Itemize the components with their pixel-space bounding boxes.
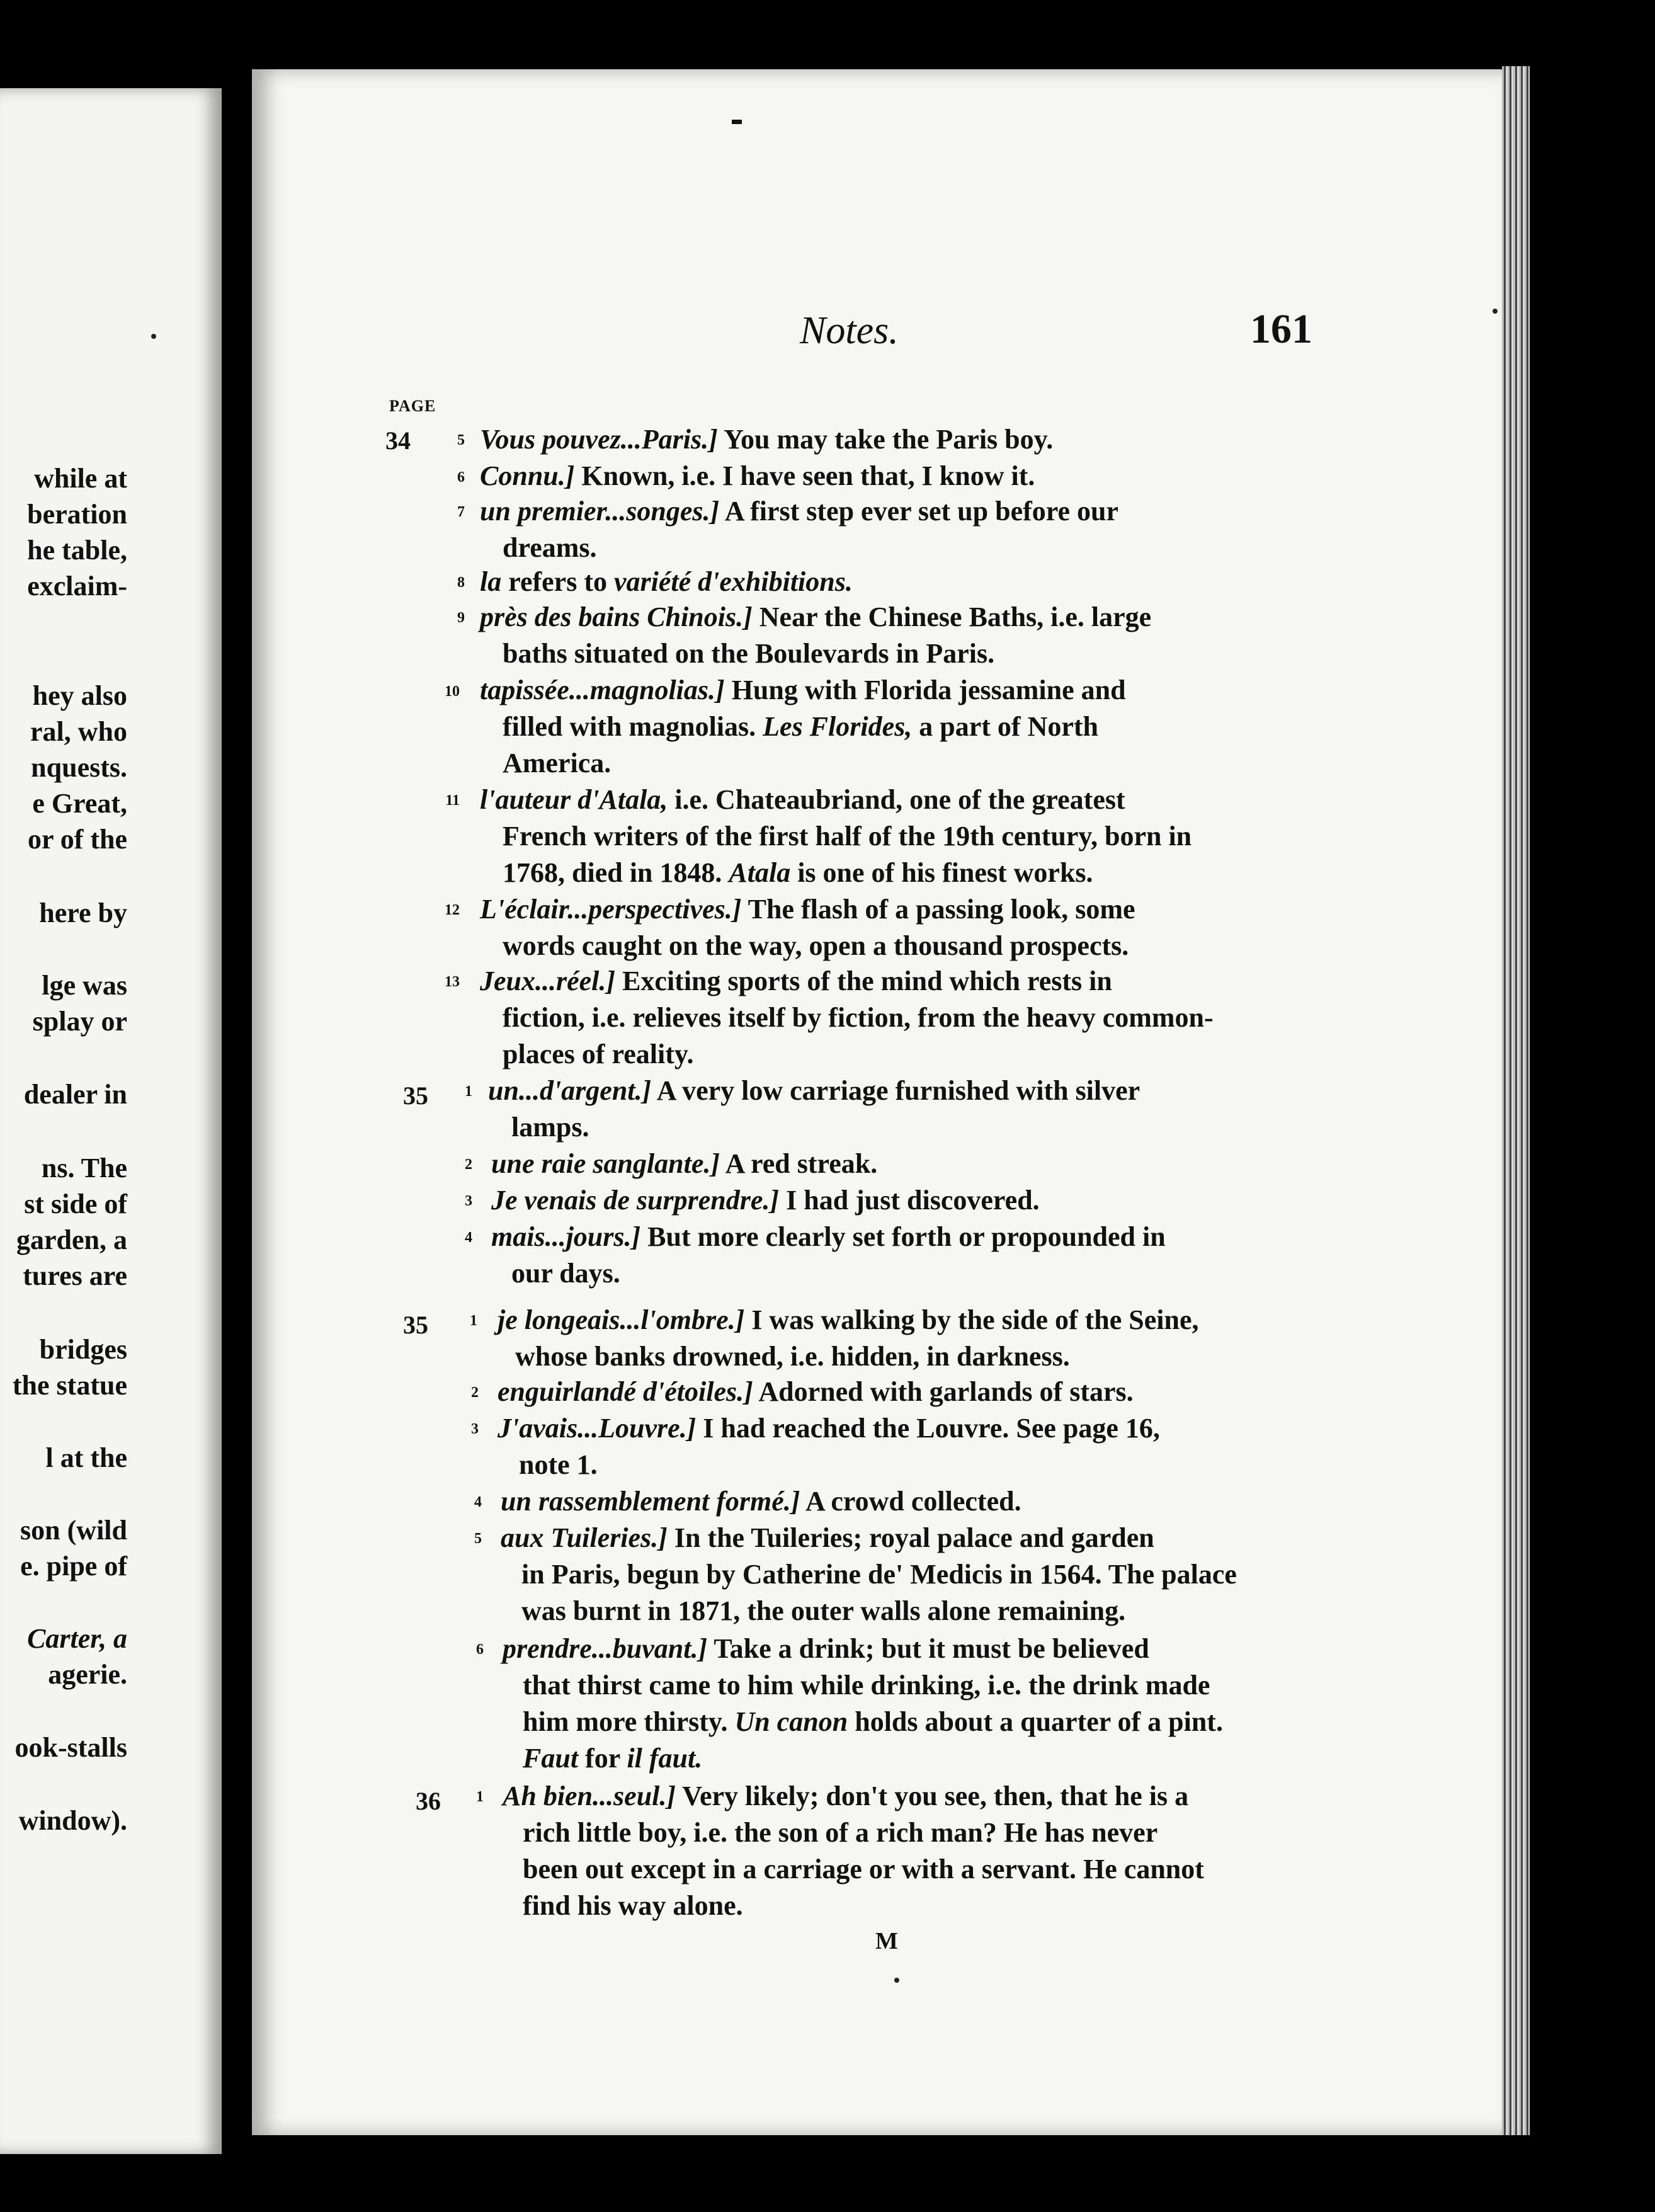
line-number: 3 [471, 1421, 479, 1437]
note-text: lamps. [511, 1112, 589, 1143]
left-line: he table, [27, 535, 127, 566]
note-entry [480, 892, 1135, 927]
note-text: A very low carriage furnished with silver [656, 1075, 1140, 1106]
note-lemma: tapissée...magnolias.] [480, 675, 725, 705]
line-number: 4 [474, 1494, 482, 1510]
note-text: baths situated on the Boulevards in Paris. [503, 638, 995, 669]
note-text: Adorned with garlands of stars. [758, 1376, 1134, 1407]
note-text: The flash of a passing look, some [748, 894, 1135, 925]
line-number: 5 [474, 1531, 482, 1547]
line-number: 6 [476, 1641, 484, 1658]
left-line: ook-stalls [14, 1732, 127, 1763]
note-text: whose banks drowned, i.e. hidden, in darkness. [515, 1341, 1070, 1372]
page-reference: 35 [403, 1081, 428, 1110]
note-lemma: l'auteur d'Atala, [480, 784, 668, 815]
note-lemma: L'éclair...perspectives.] [480, 894, 742, 925]
left-line: Carter, a [27, 1623, 127, 1654]
note-text: note 1. [519, 1449, 598, 1480]
line-number: 5 [457, 432, 465, 448]
note-text: variété d'exhibitions. [613, 566, 853, 597]
note-entry [523, 1704, 1223, 1740]
note-entry [491, 1183, 1040, 1218]
note-lemma: un rassemblement formé.] [501, 1486, 800, 1517]
column-head: PAGE [389, 397, 436, 415]
left-line: here by [39, 898, 127, 928]
line-number: 1 [470, 1313, 477, 1329]
note-text: Exciting sports of the mind which rests in [622, 966, 1112, 996]
note-lemma: près des bains Chinois.] [480, 601, 753, 632]
note-text: that thirst came to him while drinking, i.e. the drink made [523, 1670, 1210, 1701]
left-line: bridges [39, 1334, 127, 1365]
left-line: the statue [12, 1370, 127, 1401]
note-lemma: enguirlandé d'étoiles.] [498, 1376, 753, 1407]
note-entry [488, 1073, 1140, 1109]
line-number: 1 [465, 1083, 472, 1100]
left-line: exclaim- [27, 571, 127, 601]
note-text: words caught on the way, open a thousand prospects. [503, 930, 1129, 961]
note-entry [480, 564, 853, 600]
page-reference: 35 [403, 1311, 428, 1339]
left-page-fragment [0, 88, 222, 2154]
note-text: French writers of the first half of the 19th century, born in [503, 821, 1192, 852]
line-number: 7 [457, 504, 465, 520]
note-text: I had reached the Louvre. See page 16, [703, 1413, 1160, 1444]
book-gutter [222, 0, 252, 2212]
note-text: Un canon [734, 1706, 848, 1737]
left-line: garden, a [16, 1224, 127, 1255]
note-entry [498, 1411, 1160, 1446]
note-text: been out except in a carriage or with a servant. He cannot [523, 1854, 1204, 1884]
note-text: 1768, died in 1848. [503, 857, 722, 888]
left-line: ral, who [30, 716, 127, 747]
note-text: In the Tuileries; royal palace and garden [674, 1522, 1154, 1553]
left-line: or of the [27, 824, 127, 855]
note-text: America. [503, 748, 611, 778]
line-number: 10 [445, 683, 460, 700]
note-lemma: J'avais...Louvre.] [498, 1413, 697, 1444]
note-text: i.e. Chateaubriand, one of the greatest [674, 784, 1125, 815]
ink-mark [732, 120, 742, 124]
line-number: 9 [457, 610, 465, 626]
line-number: 3 [465, 1193, 472, 1209]
left-line: agerie. [48, 1659, 127, 1690]
note-text: rich little boy, i.e. the son of a rich man? He has never [523, 1817, 1158, 1848]
note-entry [503, 1779, 1188, 1814]
note-text: fiction, i.e. relieves itself by fiction, from the heavy common- [503, 1002, 1214, 1033]
left-line: while at [34, 463, 127, 494]
left-line: e Great, [32, 788, 127, 819]
note-entry [480, 782, 1125, 818]
left-line: tures are [23, 1260, 127, 1291]
note-text: But more clearly set forth or propounded in [647, 1221, 1166, 1252]
note-entry [501, 1520, 1154, 1556]
line-number: 4 [465, 1229, 472, 1246]
note-lemma: Vous pouvez...Paris.] [480, 424, 718, 455]
note-text: Very likely; don't you see, then, that he is a [682, 1781, 1189, 1811]
note-text: is one of his finest works. [797, 857, 1093, 888]
note-text: I had just discovered. [786, 1185, 1040, 1216]
line-number: 12 [445, 902, 460, 918]
line-number: 1 [476, 1789, 484, 1805]
line-number: 8 [457, 574, 465, 591]
line-number: 13 [445, 974, 460, 990]
note-text: Near the Chinese Baths, i.e. large [759, 601, 1152, 632]
note-text: dreams. [503, 532, 597, 563]
left-line: ns. The [41, 1153, 127, 1183]
note-entry [501, 1484, 1021, 1519]
note-entry [480, 964, 1112, 999]
page-reference: 36 [416, 1787, 441, 1815]
note-text: for [585, 1743, 620, 1774]
note-text: places of reality. [503, 1039, 694, 1069]
signature-mark: M [875, 1928, 898, 1954]
note-text: Hung with Florida jessamine and [731, 675, 1126, 705]
note-lemma: Jeux...réel.] [480, 966, 616, 996]
left-line: beration [27, 499, 127, 530]
note-text: A first step ever set up before our [724, 496, 1119, 527]
ink-mark [151, 334, 156, 339]
note-text: holds about a quarter of a pint. [855, 1706, 1223, 1737]
note-entry [491, 1219, 1166, 1255]
note-text: Known, i.e. I have seen that, I know it. [581, 460, 1035, 491]
line-number: 11 [445, 792, 460, 809]
line-number: 6 [457, 469, 465, 486]
note-entry [523, 1741, 702, 1776]
left-line: splay or [32, 1006, 127, 1037]
left-line: st side of [24, 1189, 127, 1219]
page-number: 161 [1250, 306, 1312, 352]
note-lemma: un premier...songes.] [480, 496, 720, 527]
note-text: Take a drink; but it must be believed [714, 1633, 1149, 1664]
note-entry [491, 1146, 877, 1182]
note-text: in Paris, begun by Catherine de' Medicis in 1564. The palace [521, 1559, 1237, 1590]
note-lemma: une raie sanglante.] [491, 1148, 720, 1179]
note-entry [498, 1374, 1134, 1410]
note-lemma: prendre...buvant.] [503, 1633, 708, 1664]
note-lemma: mais...jours.] [491, 1221, 641, 1252]
note-entry [480, 600, 1151, 635]
ink-mark [1493, 309, 1498, 314]
note-lemma: Connu.] [480, 460, 575, 491]
note-entry [480, 459, 1035, 494]
note-text: our days. [511, 1258, 620, 1289]
left-line: e. pipe of [20, 1551, 127, 1582]
note-entry [498, 1303, 1199, 1338]
note-text: Atala [729, 857, 791, 888]
note-text: You may take the Paris boy. [724, 424, 1054, 455]
left-line: nquests. [31, 752, 127, 783]
left-line: lge was [42, 970, 127, 1001]
note-lemma: un...d'argent.] [488, 1075, 652, 1106]
note-entry [480, 673, 1126, 708]
note-entry [503, 855, 1093, 891]
note-text: Les Florides, [763, 711, 913, 742]
left-line: son (wild [20, 1515, 127, 1546]
line-number: 2 [465, 1156, 472, 1173]
left-line: dealer in [23, 1079, 127, 1110]
left-line: hey also [32, 680, 127, 711]
note-text: him more thirsty. [523, 1706, 728, 1737]
note-text: A crowd collected. [805, 1486, 1021, 1517]
page-reference: 34 [385, 426, 411, 455]
note-text: Faut [523, 1743, 579, 1774]
note-text: I was walking by the side of the Seine, [751, 1304, 1199, 1335]
left-line: l at the [45, 1442, 127, 1473]
left-line: window). [18, 1805, 127, 1836]
note-entry [480, 422, 1053, 457]
note-text: il faut. [627, 1743, 703, 1774]
note-text: a part of North [919, 711, 1098, 742]
ink-mark [894, 1978, 899, 1983]
note-entry [503, 709, 1098, 744]
running-title: Notes. [800, 309, 899, 352]
note-entry [503, 1631, 1149, 1667]
note-text: was burnt in 1871, the outer walls alone remaining. [521, 1595, 1126, 1626]
note-lemma: Ah bien...seul.] [503, 1781, 676, 1811]
page-edges [1502, 66, 1530, 2135]
note-text: find his way alone. [523, 1890, 743, 1921]
line-number: 2 [471, 1384, 479, 1401]
note-text: filled with magnolias. [503, 711, 756, 742]
note-text: refers to [508, 566, 607, 597]
note-lemma: la [480, 566, 502, 597]
note-lemma: Je venais de surprendre.] [491, 1185, 780, 1216]
note-lemma: je longeais...l'ombre.] [498, 1304, 745, 1335]
note-entry [480, 494, 1118, 529]
note-lemma: aux Tuileries.] [501, 1522, 668, 1553]
note-text: A red streak. [725, 1148, 878, 1179]
